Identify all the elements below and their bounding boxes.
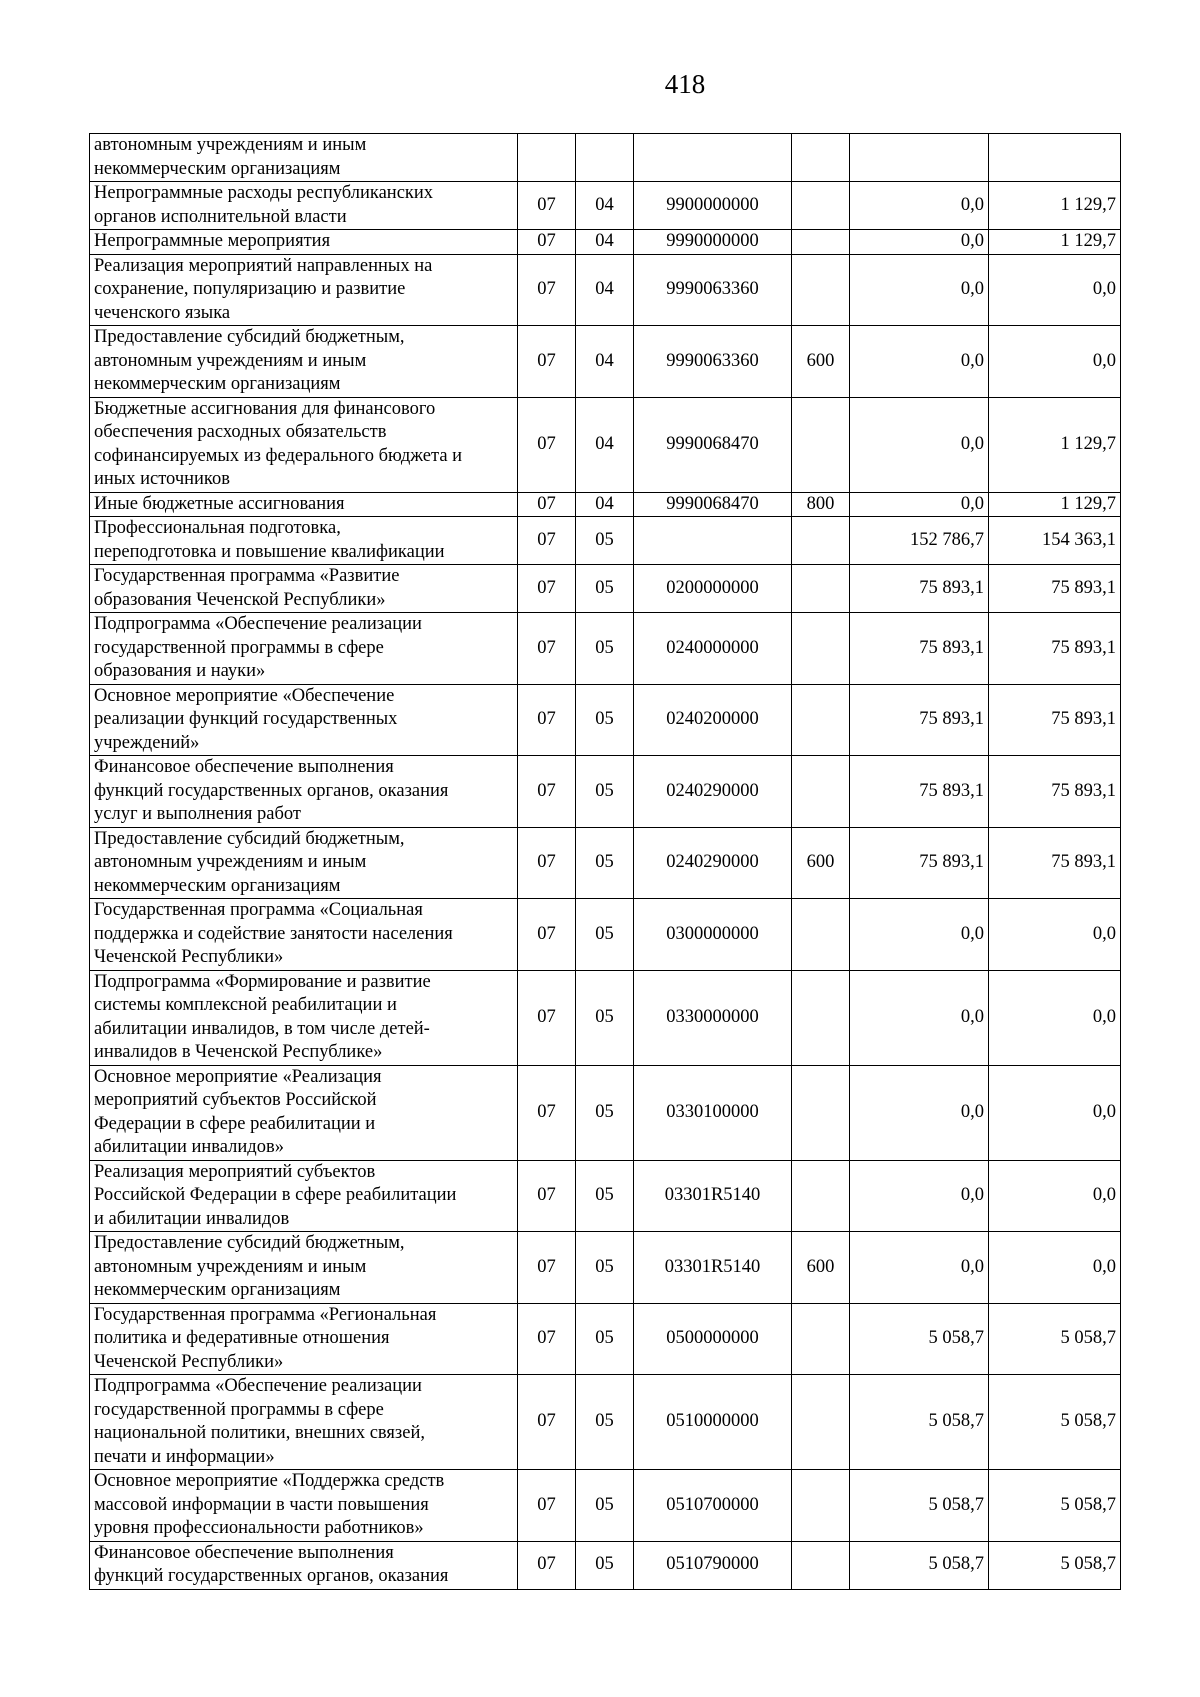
expense-name-line: учреждений» [94,732,200,753]
target-item-code-cell: 9990063360 [634,254,792,326]
expense-name-line: образования Чеченской Республики» [94,589,386,610]
expense-type-code-cell [792,230,850,255]
amount-year-2-cell: 0,0 [989,899,1121,971]
table-row [90,230,1121,255]
expense-type-code-cell: 800 [792,492,850,517]
expense-name-line: Финансовое обеспечение выполнения [94,1542,394,1563]
subsection-code-cell: 04 [576,326,634,398]
table-body [90,134,1121,1590]
target-item-code-cell: 0330000000 [634,970,792,1065]
expense-type-code-cell [792,1470,850,1542]
section-code-cell: 07 [518,613,576,685]
expense-name-line: печати и информации» [94,1446,275,1467]
table-row [90,1375,1121,1470]
target-item-code-cell: 03301R5140 [634,1160,792,1232]
amount-year-1-cell: 75 893,1 [850,613,989,685]
budget-table [89,133,1121,1590]
table-row [90,397,1121,492]
section-code-cell: 07 [518,970,576,1065]
subsection-code-cell: 05 [576,1470,634,1542]
section-code-cell: 07 [518,517,576,565]
expense-name-line: чеченского языка [94,302,231,323]
table-row [90,565,1121,613]
expense-name-line: Основное мероприятие «Реализация [94,1066,382,1087]
expense-name-line: мероприятий субъектов Российской [94,1090,377,1110]
target-item-code-cell [634,517,792,565]
expense-name-line: переподготовка и повышение квалификации [94,541,445,562]
amount-year-1-cell: 0,0 [850,182,989,230]
expense-name-line: Подпрограмма «Обеспечение реализации [94,1376,422,1396]
expense-name-line: автономным учреждениям и иным [94,852,367,872]
expense-type-code-cell [792,1303,850,1375]
expense-name-line: Непрограммные расходы республиканских [94,183,434,203]
expense-name-cell [90,1470,518,1542]
expense-name-line: Государственная программа «Развитие [94,566,400,586]
table-row [90,899,1121,971]
expense-type-code-cell [792,899,850,971]
expense-type-code-cell [792,254,850,326]
expense-name-cell [90,1541,518,1589]
subsection-code-cell: 04 [576,182,634,230]
amount-year-1-cell: 75 893,1 [850,827,989,899]
expense-name-line: Государственная программа «Социальная [94,900,423,920]
table-row [90,1470,1121,1542]
target-item-code-cell: 0200000000 [634,565,792,613]
expense-name-line: Чеченской Республики» [94,1351,284,1372]
expense-name-cell [90,134,518,182]
table-row [90,492,1121,517]
subsection-code-cell: 04 [576,397,634,492]
amount-year-1-cell: 5 058,7 [850,1375,989,1470]
amount-year-2-cell: 154 363,1 [989,517,1121,565]
amount-year-1-cell: 0,0 [850,899,989,971]
expense-name-line: Предоставление субсидий бюджетным, [94,828,405,849]
expense-name-cell [90,684,518,756]
expense-name-line: национальной политики, внешних связей, [94,1423,425,1443]
target-item-code-cell: 0330100000 [634,1065,792,1160]
expense-name-cell [90,397,518,492]
expense-name-line: некоммерческим организациям [94,374,341,394]
target-item-code-cell: 9990063360 [634,326,792,398]
amount-year-1-cell: 0,0 [850,1160,989,1232]
expense-name-line: иных источников [94,469,230,489]
expense-name-line: Федерации в сфере реабилитации и [94,1113,376,1134]
expense-type-code-cell [792,1065,850,1160]
amount-year-2-cell: 75 893,1 [989,756,1121,828]
amount-year-2-cell: 0,0 [989,1160,1121,1232]
amount-year-1-cell: 152 786,7 [850,517,989,565]
amount-year-1-cell: 5 058,7 [850,1541,989,1589]
table-row [90,827,1121,899]
amount-year-1-cell: 0,0 [850,397,989,492]
expense-name-line: Подпрограмма «Формирование и развитие [94,971,431,992]
amount-year-1-cell: 5 058,7 [850,1303,989,1375]
subsection-code-cell: 05 [576,565,634,613]
expense-name-line: некоммерческим организациям [94,1280,341,1300]
target-item-code-cell [634,134,792,182]
table-row [90,134,1121,182]
section-code-cell: 07 [518,1470,576,1542]
expense-name-cell [90,1232,518,1304]
expense-name-line: реализации функций государственных [94,709,398,729]
expense-name-line: Основное мероприятие «Обеспечение [94,685,395,706]
subsection-code-cell: 05 [576,756,634,828]
amount-year-1-cell: 0,0 [850,254,989,326]
expense-name-cell [90,230,518,255]
subsection-code-cell: 05 [576,517,634,565]
amount-year-1-cell: 0,0 [850,970,989,1065]
expense-name-line: массовой информации в части повышения [94,1494,429,1515]
expense-name-cell [90,182,518,230]
expense-name-line: и абилитации инвалидов [94,1208,290,1229]
expense-name-line: поддержка и содействие занятости населения [94,923,453,944]
expense-name-cell [90,899,518,971]
expense-name-line: Основное мероприятие «Поддержка средств [94,1471,445,1491]
expense-name-line: Государственная программа «Региональная [94,1304,437,1325]
section-code-cell: 07 [518,827,576,899]
expense-name-line: сохранение, популяризацию и развитие [94,279,406,299]
expense-name-line: политика и федеративные отношения [94,1328,390,1348]
target-item-code-cell: 0510700000 [634,1470,792,1542]
expense-name-line: системы комплексной реабилитации и [94,995,397,1015]
expense-name-line: автономным учреждениям и иным [94,1256,367,1277]
target-item-code-cell: 0300000000 [634,899,792,971]
expense-name-line: Реализация мероприятий субъектов [94,1161,376,1182]
expense-type-code-cell [792,756,850,828]
expense-name-cell [90,517,518,565]
subsection-code-cell: 05 [576,827,634,899]
target-item-code-cell: 0240290000 [634,827,792,899]
expense-name-line: Чеченской Республики» [94,947,284,967]
expense-type-code-cell [792,1541,850,1589]
expense-name-line: органов исполнительной власти [94,206,347,227]
amount-year-2-cell: 75 893,1 [989,684,1121,756]
expense-name-line: государственной программы в сфере [94,637,384,658]
expense-name-line: государственной программы в сфере [94,1399,384,1420]
expense-name-line: Финансовое обеспечение выполнения [94,757,394,777]
amount-year-2-cell: 75 893,1 [989,827,1121,899]
expense-type-code-cell [792,134,850,182]
target-item-code-cell: 9990000000 [634,230,792,255]
expense-name-line: Подпрограмма «Обеспечение реализации [94,614,422,634]
subsection-code-cell [576,134,634,182]
table-row [90,613,1121,685]
target-item-code-cell: 9990068470 [634,397,792,492]
section-code-cell: 07 [518,1232,576,1304]
section-code-cell: 07 [518,1375,576,1470]
expense-name-line: софинансируемых из федерального бюджета и [94,445,463,466]
subsection-code-cell: 05 [576,684,634,756]
amount-year-1-cell: 75 893,1 [850,756,989,828]
target-item-code-cell: 0510000000 [634,1375,792,1470]
expense-name-line: образования и науки» [94,661,266,681]
subsection-code-cell: 05 [576,1303,634,1375]
amount-year-1-cell: 75 893,1 [850,565,989,613]
expense-type-code-cell [792,397,850,492]
target-item-code-cell: 0240000000 [634,613,792,685]
amount-year-2-cell: 5 058,7 [989,1303,1121,1375]
subsection-code-cell: 04 [576,254,634,326]
expense-name-line: инвалидов в Чеченской Республике» [94,1042,383,1062]
amount-year-2-cell [989,134,1121,182]
amount-year-1-cell: 0,0 [850,492,989,517]
amount-year-1-cell: 0,0 [850,1232,989,1304]
amount-year-2-cell: 0,0 [989,254,1121,326]
expense-name-line: Иные бюджетные ассигнования [94,493,345,514]
expense-type-code-cell [792,684,850,756]
subsection-code-cell: 04 [576,230,634,255]
section-code-cell: 07 [518,1303,576,1375]
subsection-code-cell: 05 [576,1541,634,1589]
amount-year-1-cell: 0,0 [850,326,989,398]
expense-name-line: абилитации инвалидов, в том числе детей- [94,1018,430,1039]
expense-name-cell [90,756,518,828]
expense-name-cell [90,1160,518,1232]
subsection-code-cell: 04 [576,492,634,517]
expense-name-cell [90,1375,518,1470]
subsection-code-cell: 05 [576,613,634,685]
amount-year-1-cell [850,134,989,182]
amount-year-2-cell: 0,0 [989,970,1121,1065]
section-code-cell: 07 [518,565,576,613]
table-row [90,684,1121,756]
section-code-cell: 07 [518,254,576,326]
expense-name-line: функций государственных органов, оказания [94,1566,449,1586]
table-row [90,756,1121,828]
target-item-code-cell: 03301R5140 [634,1232,792,1304]
subsection-code-cell: 05 [576,1065,634,1160]
expense-name-line: автономным учреждениям и иным [94,350,367,371]
expense-type-code-cell [792,1375,850,1470]
amount-year-1-cell: 0,0 [850,230,989,255]
amount-year-2-cell: 0,0 [989,1065,1121,1160]
table-row [90,326,1121,398]
target-item-code-cell: 9900000000 [634,182,792,230]
amount-year-2-cell: 0,0 [989,1232,1121,1304]
subsection-code-cell: 05 [576,1375,634,1470]
amount-year-2-cell: 1 129,7 [989,397,1121,492]
expense-name-line: автономным учреждениям и иным [94,135,367,155]
expense-name-line: некоммерческим организациям [94,875,341,896]
table-row [90,254,1121,326]
amount-year-1-cell: 0,0 [850,1065,989,1160]
page-number: 418 [664,69,706,99]
amount-year-2-cell: 5 058,7 [989,1541,1121,1589]
expense-name-cell [90,1303,518,1375]
expense-name-line: обеспечения расходных обязательств [94,422,387,442]
expense-name-cell [90,827,518,899]
expense-type-code-cell [792,1160,850,1232]
section-code-cell: 07 [518,1160,576,1232]
amount-year-2-cell: 75 893,1 [989,565,1121,613]
expense-name-line: Российской Федерации в сфере реабилитации [94,1185,457,1205]
expense-name-line: Непрограммные мероприятия [94,231,331,251]
amount-year-2-cell: 1 129,7 [989,230,1121,255]
expense-name-cell [90,326,518,398]
amount-year-2-cell: 0,0 [989,326,1121,398]
amount-year-2-cell: 1 129,7 [989,492,1121,517]
expense-name-line: уровня профессиональности работников» [94,1518,424,1538]
section-code-cell: 07 [518,326,576,398]
expense-name-cell [90,970,518,1065]
table-row [90,1232,1121,1304]
expense-name-line: Реализация мероприятий направленных на [94,255,433,276]
section-code-cell: 07 [518,1541,576,1589]
expense-name-cell [90,613,518,685]
subsection-code-cell: 05 [576,1232,634,1304]
expense-name-line: абилитации инвалидов» [94,1137,284,1157]
section-code-cell: 07 [518,899,576,971]
expense-type-code-cell [792,613,850,685]
expense-name-line: услуг и выполнения работ [94,804,301,824]
amount-year-1-cell: 5 058,7 [850,1470,989,1542]
expense-name-cell [90,565,518,613]
expense-type-code-cell [792,565,850,613]
target-item-code-cell: 0240290000 [634,756,792,828]
target-item-code-cell: 0240200000 [634,684,792,756]
target-item-code-cell: 0510790000 [634,1541,792,1589]
expense-name-line: Предоставление субсидий бюджетным, [94,1233,405,1253]
table-row [90,1541,1121,1589]
subsection-code-cell: 05 [576,970,634,1065]
amount-year-2-cell: 75 893,1 [989,613,1121,685]
expense-type-code-cell [792,970,850,1065]
subsection-code-cell: 05 [576,899,634,971]
section-code-cell: 07 [518,230,576,255]
expense-name-cell [90,254,518,326]
subsection-code-cell: 05 [576,1160,634,1232]
expense-type-code-cell: 600 [792,1232,850,1304]
amount-year-2-cell: 5 058,7 [989,1470,1121,1542]
target-item-code-cell: 9990068470 [634,492,792,517]
table-row [90,182,1121,230]
section-code-cell: 07 [518,1065,576,1160]
expense-name-cell [90,1065,518,1160]
section-code-cell: 07 [518,756,576,828]
expense-name-line: Бюджетные ассигнования для финансового [94,398,436,419]
expense-name-line: Предоставление субсидий бюджетным, [94,327,405,347]
expense-type-code-cell: 600 [792,827,850,899]
table-row [90,1303,1121,1375]
amount-year-1-cell: 75 893,1 [850,684,989,756]
amount-year-2-cell: 5 058,7 [989,1375,1121,1470]
section-code-cell: 07 [518,492,576,517]
section-code-cell: 07 [518,182,576,230]
expense-name-line: Профессиональная подготовка, [94,518,341,538]
target-item-code-cell: 0500000000 [634,1303,792,1375]
expense-type-code-cell [792,182,850,230]
table-row [90,517,1121,565]
amount-year-2-cell: 1 129,7 [989,182,1121,230]
expense-type-code-cell [792,517,850,565]
expense-name-line: некоммерческим организациям [94,158,341,179]
section-code-cell: 07 [518,397,576,492]
expense-type-code-cell: 600 [792,326,850,398]
expense-name-line: функций государственных органов, оказания [94,780,449,801]
section-code-cell [518,134,576,182]
table-row [90,970,1121,1065]
table-row [90,1065,1121,1160]
expense-name-cell [90,492,518,517]
section-code-cell: 07 [518,684,576,756]
table-row [90,1160,1121,1232]
